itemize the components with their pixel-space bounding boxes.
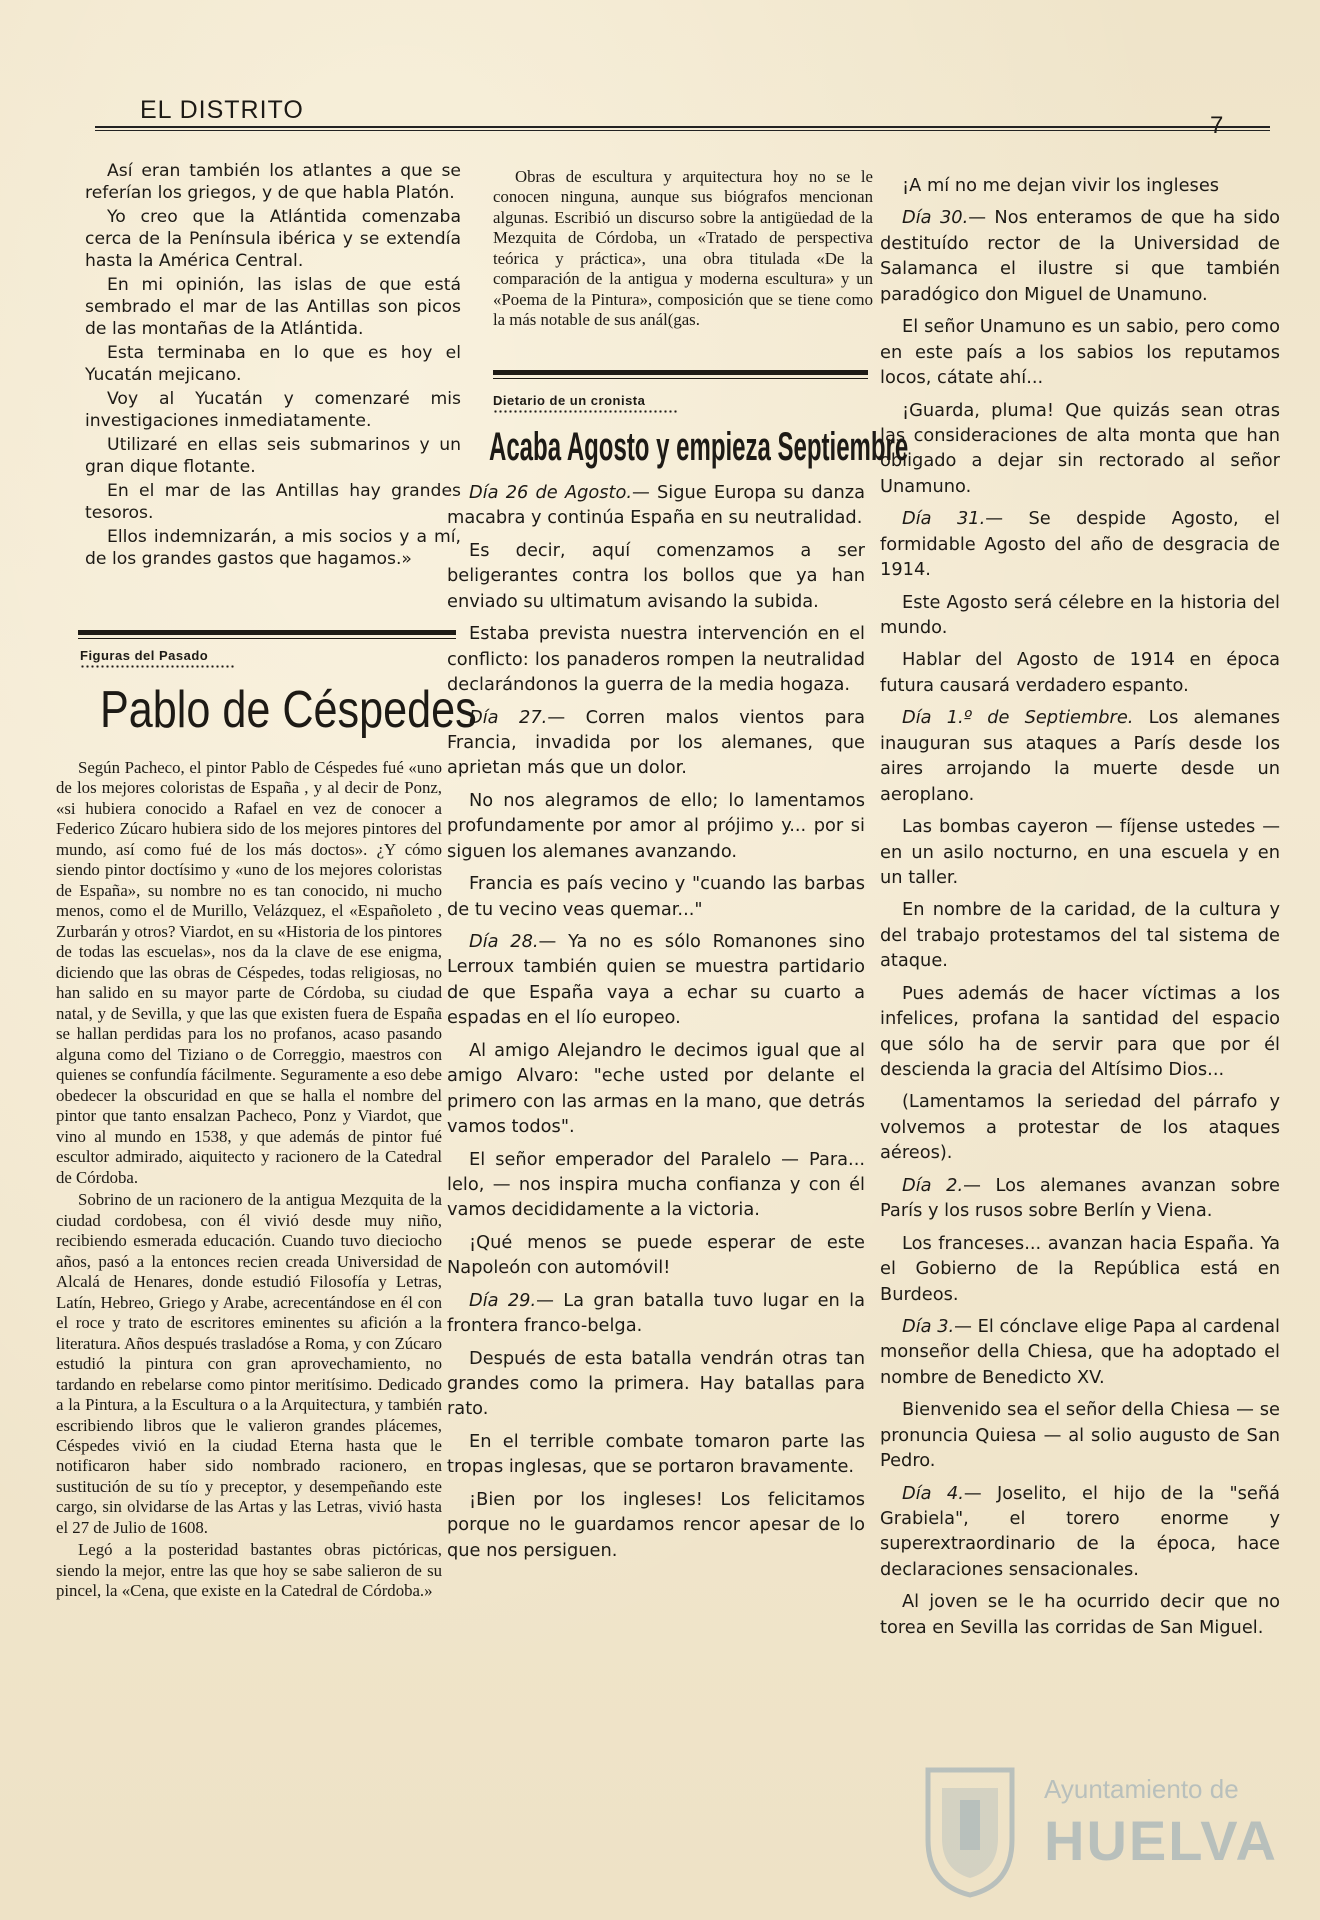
paragraph: Así eran también los atlantes a que se referían los griegos, y de que habla Platón. bbox=[85, 161, 461, 204]
diary-entry bbox=[447, 480, 865, 531]
headline-pablo-de-cespedes: Pablo de Céspedes bbox=[100, 681, 477, 739]
diary-entry bbox=[880, 705, 1280, 807]
newspaper-title: EL DISTRITO bbox=[140, 96, 304, 124]
paragraph: Esta terminaba en lo que es hoy el Yucatán mejicano. bbox=[85, 343, 461, 386]
diary-entry bbox=[880, 314, 1280, 390]
paragraph: En el mar de las Antillas hay grandes tesoros. bbox=[85, 481, 461, 524]
diary-entry bbox=[880, 1231, 1280, 1307]
shield-icon bbox=[920, 1760, 1020, 1900]
entry-text: — Ya no es sólo Romanones sino Lerroux también quien se muestra partidario de que España vaya a echar su cuarto a espadas en el lío europeo. bbox=[447, 931, 865, 1029]
entry-text: En nombre de la caridad, de la cultura y del trabajo protestamos del tal sistema de ataque. bbox=[880, 899, 1280, 972]
paragraph: Obras de escultura y arquitectura hoy no se le conocen ninguna, aunque sus biógrafos mencionan algunas. Escribió un discurso sobre la antigüedad de la Mezquita de Córdoba, un «Tratado de perspectiva teórica y práctica», una obra titulada «De la comparación de la antigua y moderna escultura» y un «Poema de la Pintura», composición que se tiene como la más notable de sus anál(gas. bbox=[493, 167, 873, 330]
entry-text: — Se despide Agosto, el formidable Agosto del año de desgracia de 1914. bbox=[880, 508, 1280, 581]
paragraph: Voy al Yucatán y comenzaré mis investigaciones inmediatamente. bbox=[85, 389, 461, 432]
diary-entry bbox=[880, 897, 1280, 973]
diary-entry bbox=[447, 1147, 865, 1223]
diary-entry bbox=[447, 871, 865, 922]
diary-entry bbox=[447, 705, 865, 781]
entry-text: — Los alemanes avanzan sobre París y los rusos sobre Berlín y Viena. bbox=[880, 1174, 1280, 1222]
entry-text: En el terrible combate tomaron parte las tropas inglesas, que se portaron bravamente. bbox=[447, 1430, 865, 1478]
headline-dietario: Acaba Agosto y empieza Septiembre bbox=[489, 425, 909, 469]
diary-entry bbox=[880, 647, 1280, 698]
column1-continuation bbox=[85, 160, 461, 572]
diary-entry bbox=[880, 398, 1280, 500]
diary-entry bbox=[880, 1314, 1280, 1390]
entry-text: — Joselito, el hijo de la "señá Grabiela", el torero enorme y superextraordinario de la época, hace declaraciones sensacionales. bbox=[880, 1482, 1280, 1580]
diary-entry bbox=[880, 1481, 1280, 1583]
diary-entry bbox=[447, 1346, 865, 1422]
entry-date: Día 27. bbox=[469, 706, 548, 728]
entry-text: El señor Unamuno es un sabio, pero como en este país a los sabios los reputamos locos, cátate ahí... bbox=[880, 316, 1280, 389]
entry-date: Día 31. bbox=[902, 508, 986, 530]
diary-entry bbox=[880, 173, 1280, 198]
dietario-column-2 bbox=[447, 480, 865, 1570]
archive-watermark bbox=[920, 1760, 1300, 1910]
diary-entry bbox=[447, 621, 865, 697]
watermark-line-1: Ayuntamiento de bbox=[1044, 1774, 1239, 1804]
diary-entry bbox=[880, 1173, 1280, 1224]
paragraph: Utilizaré en ellas seis submarinos y un gran dique flotante. bbox=[85, 435, 461, 478]
entry-text: — Nos enteramos de que ha sido destituído rector de la Universidad de Salamanca el ilustre si que también paradógico don Miguel de Unamuno. bbox=[880, 207, 1280, 305]
entry-text: — El cónclave elige Papa al cardenal monseñor della Chiesa, que ha adoptado el nombre de Benedicto XV. bbox=[880, 1315, 1280, 1388]
entry-date: Día 3. bbox=[902, 1315, 955, 1337]
diary-entry bbox=[880, 814, 1280, 890]
diary-entry bbox=[880, 506, 1280, 582]
dotted-underline bbox=[80, 665, 235, 668]
entry-text: Al joven se le ha ocurrido decir que no torea en Sevilla las corridas de San Miguel. bbox=[880, 1591, 1280, 1638]
entry-text: ¡Qué menos se puede esperar de este Napoleón con automóvil! bbox=[447, 1231, 865, 1279]
entry-text: Francia es país vecino y "cuando las barbas de tu vecino veas quemar..." bbox=[447, 873, 865, 920]
diary-entry bbox=[447, 1288, 865, 1339]
page-number: 7 bbox=[1210, 112, 1224, 139]
diary-entry bbox=[447, 788, 865, 864]
section-label-dietario: Dietario de un cronista bbox=[493, 393, 646, 408]
section-divider bbox=[493, 378, 868, 379]
entry-text: ¡Bien por los ingleses! Los felicitamos porque no le guardamos rencor apesar de lo que nos persiguen. bbox=[447, 1488, 865, 1561]
diary-entry bbox=[447, 929, 865, 1031]
header-rule bbox=[95, 126, 1270, 131]
paragraph: Según Pacheco, el pintor Pablo de Céspedes fué «uno de los mejores coloristas de España , y al decir de Ponz, «si hubiera conocido a Rafael en vez de conocer a Federico Zúcaro hubiera sido de los mejores pintores del mundo, así como fué de los más doctos». ¿Y cómo siendo pintor doctísimo y «uno de los mejores coloristas de España», su nombre no es tan conocido, ni mucho menos, como el de Murillo, Velázquez, el «Españoleto , Zurbarán y otros? Viardot, en su «Historia de los pintores de todas las escuelas», nos da la clave de ese enigma, diciendo que las obras de Céspedes, todas religiosas, no han salido en su mayor parte de Córdoba, su ciudad natal, y de Sevilla, y que las que existen fuera de España se hallan perdidas para los no profanos, acaso pasando alguna como del Tiziano o de Correggio, maestros con quienes se confundía fácilmente. Seguramente a eso debe obedecer la obscuridad en que se halla el nombre del pintor que tanto ensalzan Pacheco, Ponz y Viardot, que vino al mundo en 1538, y que además de pintor fué escultor admirado, aiquitecto y racionero de la Catedral de Córdoba. bbox=[56, 758, 442, 1187]
section-divider bbox=[78, 630, 456, 635]
entry-text: (Lamentamos la seriedad del párrafo y volvemos a protestar de los ataques aéreos). bbox=[880, 1091, 1280, 1164]
entry-text: No nos alegramos de ello; lo lamentamos profundamente por amor al prójimo y... por si siguen los alemanes avanzando. bbox=[447, 789, 865, 862]
article-cespedes bbox=[56, 758, 442, 1604]
paragraph: En mi opinión, las islas de que está sembrado el mar de las Antillas son picos de las montañas de la Atlántida. bbox=[85, 275, 461, 340]
entry-text: ¡Guarda, pluma! Que quizás sean otras las consideraciones de alta monta que han obligado a dejar sin rectorado al señor Unamuno. bbox=[880, 399, 1280, 497]
paragraph: Sobrino de un racionero de la antigua Mezquita de la ciudad cordobesa, con él vivió desde muy niño, recibiendo esmerada educación. Cuando tuvo dieciocho años, pasó a la entonces recien creada Universidad de Alcalá de Henares, donde estudió Filosofía y Letras, Latín, Hebreo, Griego y Arabe, acrecentándose en él con el roce y trato de escritores eminentes su afición a la literatura. Años después trasladóse a Roma, y con Zúcaro estudió la pintura con gran aprovechamiento, no tardando en rebelarse como pintor meritísimo. Dedicado a la Pintura, a la Escultura o a la Arquitectura, y también escribiendo libros que le valieron grandes plácemes, Céspedes vivió en la ciudad Eterna hasta que le notificaron haber sido nombrado racionero, en sustitución de su tío y preceptor, y desempeñando este cargo, sin olvidarse de las Artas y las Letras, vivió hasta el 27 de Julio de 1608. bbox=[56, 1190, 442, 1537]
entry-text: Después de esta batalla vendrán otras tan grandes como la primera. Hay batallas para rato. bbox=[447, 1347, 865, 1420]
section-divider bbox=[493, 370, 868, 375]
diary-entry bbox=[880, 981, 1280, 1083]
watermark-line-2: HUELVA bbox=[1044, 1809, 1278, 1872]
diary-entry bbox=[447, 1429, 865, 1480]
paragraph: Yo creo que la Atlántida comenzaba cerca de la Península ibérica y se extendía hasta la América Central. bbox=[85, 207, 461, 272]
paragraph: Legó a la posteridad bastantes obras pictóricas, siendo la mejor, entre las que hoy se sabe salieron de su pincel, la «Cena, que existe en la Catedral de Córdoba.» bbox=[56, 1540, 442, 1601]
entry-date: Día 29. bbox=[469, 1289, 537, 1311]
entry-date: Día 2. bbox=[902, 1174, 964, 1196]
entry-text: Los franceses... avanzan hacia España. Ya el Gobierno de la República está en Burdeos. bbox=[880, 1232, 1280, 1305]
diary-entry bbox=[880, 1589, 1280, 1640]
paragraph: Ellos indemnizarán, a mis socios y a mí, de los grandes gastos que hagamos.» bbox=[85, 527, 461, 570]
dotted-underline bbox=[493, 410, 679, 413]
section-label-figuras: Figuras del Pasado bbox=[80, 648, 209, 663]
diary-entry bbox=[880, 590, 1280, 641]
entry-text: El señor emperador del Paralelo — Para... lelo, — nos inspira mucha confianza y con él vamos decididamente a la victoria. bbox=[447, 1148, 865, 1221]
article-cespedes-continuation bbox=[493, 167, 873, 333]
entry-text: Las bombas cayeron — fíjense ustedes — en un asilo nocturno, en una escuela y en un taller. bbox=[880, 816, 1280, 888]
entry-text: Es decir, aquí comenzamos a ser beligerantes contra los bollos que ya han enviado su ultimatum avisando la subida. bbox=[447, 539, 865, 612]
entry-text: Estaba prevista nuestra intervención en el conflicto: los panaderos rompen la neutralidad declarándonos la guerra de la media hogaza. bbox=[447, 623, 865, 696]
entry-text: Al amigo Alejandro le decimos igual que al amigo Alvaro: "eche usted por delante el primero con las armas en la mano, que detrás vamos todos". bbox=[447, 1039, 865, 1138]
entry-text: — Sigue Europa su danza macabra y continúa España en su neutralidad. bbox=[447, 482, 865, 529]
entry-text: — La gran batalla tuvo lugar en la frontera franco-belga. bbox=[447, 1289, 865, 1337]
entry-date: Día 1.º de Septiembre. bbox=[902, 707, 1134, 729]
entry-date: Día 4. bbox=[902, 1482, 964, 1504]
entry-text: Los alemanes inauguran sus ataques a París desde los aires arrojando la muerte desde un aeroplano. bbox=[880, 707, 1280, 805]
diary-entry bbox=[447, 1230, 865, 1281]
entry-text: Este Agosto será célebre en la historia del mundo. bbox=[880, 591, 1280, 638]
diary-entry bbox=[447, 1487, 865, 1563]
entry-text: — Corren malos vientos para Francia, invadida por los alemanes, que aprietan más que un dolor. bbox=[447, 706, 865, 779]
entry-text: ¡A mí no me dejan vivir los ingleses bbox=[902, 175, 1220, 196]
dietario-column-3 bbox=[880, 173, 1280, 1647]
diary-entry bbox=[880, 1397, 1280, 1473]
section-divider bbox=[78, 638, 456, 639]
entry-date: Día 26 de Agosto. bbox=[469, 482, 633, 503]
entry-date: Día 30. bbox=[902, 207, 969, 229]
entry-text: Hablar del Agosto de 1914 en época futura causará verdadero espanto. bbox=[880, 649, 1280, 696]
entry-date: Día 28. bbox=[469, 931, 539, 952]
entry-text: Bienvenido sea el señor della Chiesa — se pronuncia Quiesa — al solio augusto de San Pedro. bbox=[880, 1399, 1280, 1472]
diary-entry bbox=[447, 538, 865, 614]
entry-text: Pues además de hacer víctimas a los infelices, profana la santidad del espacio que sólo ha de servir para que por él descienda la gracia del Altísimo Dios... bbox=[880, 982, 1280, 1080]
diary-entry bbox=[447, 1038, 865, 1140]
diary-entry bbox=[880, 1089, 1280, 1165]
diary-entry bbox=[880, 205, 1280, 307]
